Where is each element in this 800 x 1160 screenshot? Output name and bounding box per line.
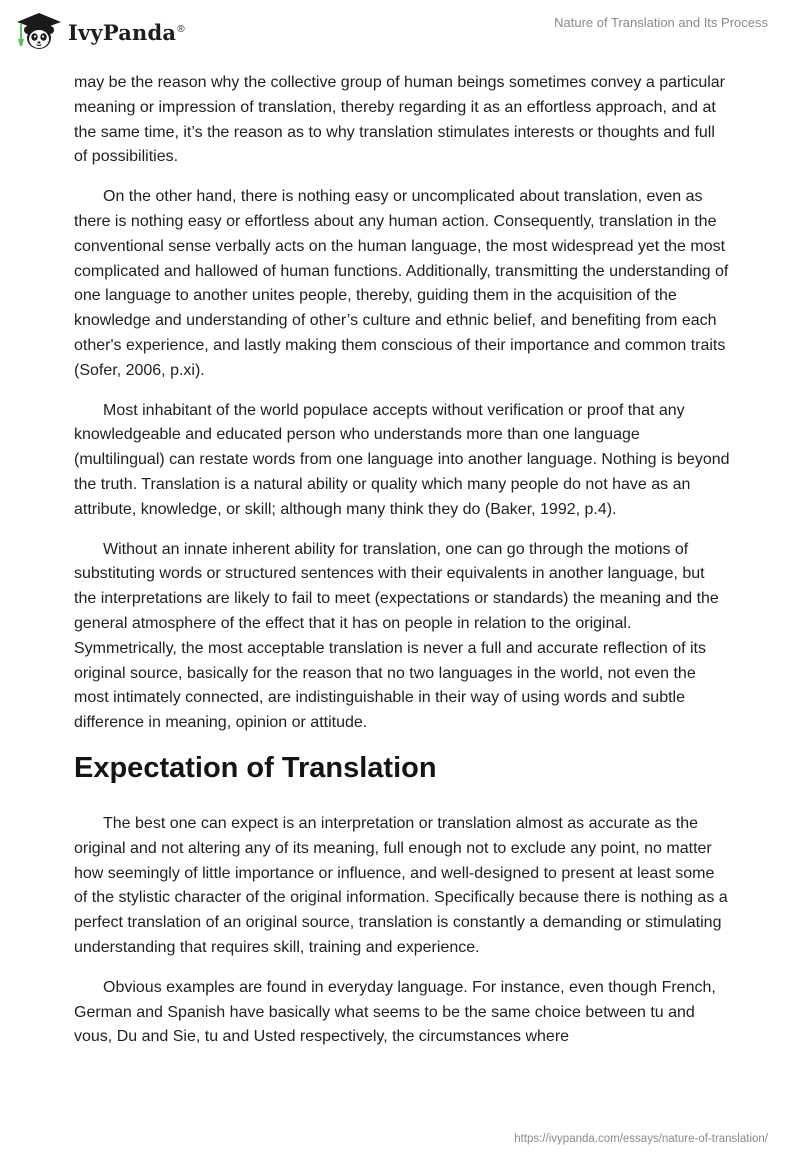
logo-wordmark [68,19,185,45]
essay-body [74,71,730,1065]
panda-graduate-icon [14,10,64,52]
section-heading: Expectation of Translation [74,751,437,784]
source-url[interactable]: https://ivypanda.com/essays/nature-of-translation/ [514,1133,768,1145]
paragraph: Obvious examples are found in everyday language. For instance, even though French, German and Spanish have basically what seems to be the same choice between tu and vous, Du and Sie, tu and Usted respectively, the circumstances where [74,978,716,1046]
paragraph: may be the reason why the collective group of human beings sometimes convey a particular meaning or impression of translation, thereby regarding it as an effortless approach, and at the same time, it’s the reason as to why translation stimulates interests or thoughts and full of possibilities. [74,74,726,166]
document-title: Nature of Translation and Its Process [554,15,768,30]
paragraph: On the other hand, there is nothing easy or uncomplicated about translation, even as there is nothing easy or effortless about any human action. Consequently, translation in the conventional sense verbally acts on the human language, the most widespread yet the most complicated and hallowed of human functions. Additionally, transmitting the understanding of one language to another unites people, thereby, guiding them in the acquisition of the knowledge and understanding of other’s culture and ethnic belief, and benefiting from each other's experience, and lastly making them conscious of their importance and common traits (Sofer, 2006, p.xi). [74,188,729,379]
logo-name: IvyPanda [68,19,177,45]
page-header [0,0,800,70]
registered-mark: ® [177,23,185,35]
paragraph: Without an innate inherent ability for translation, one can go through the motions of substituting words or structured sentences with their equivalents in another language, but the interpretations are likely to fail to meet (expectations or standards) the meaning and the general atmosphere of the effect that it has on people in relation to the original. Symmetrically, the most acceptable translation is never a full and accurate reflection of its original source, basically for the reason that no two languages in the world, not even the most intimately connected, are indistinguishable in their way of using words and subtle difference in meaning, opinion or attitude. [74,540,719,732]
paragraph: Most inhabitant of the world populace accepts without verification or proof that any knowledgeable and educated person who understands more than one language (multilingual) can restate words from one language into another language. Nothing is beyond the truth. Translation is a natural ability or quality which many people do not have as an attribute, knowledge, or skill; although many think they do (Baker, 1992, p.4). [74,401,730,518]
paragraph: The best one can expect is an interpretation or translation almost as accurate as the original and not altering any of its meaning, full enough not to exclude any point, no matter how seemingly of little importance or influence, and well-designed to present at least some of the stylistic character of the original information. Specifically because there is nothing as a perfect translation of an original source, translation is constantly a demanding or stimulating understanding that requires skill, training and experience. [74,814,728,956]
ivypanda-logo[interactable] [14,10,185,52]
